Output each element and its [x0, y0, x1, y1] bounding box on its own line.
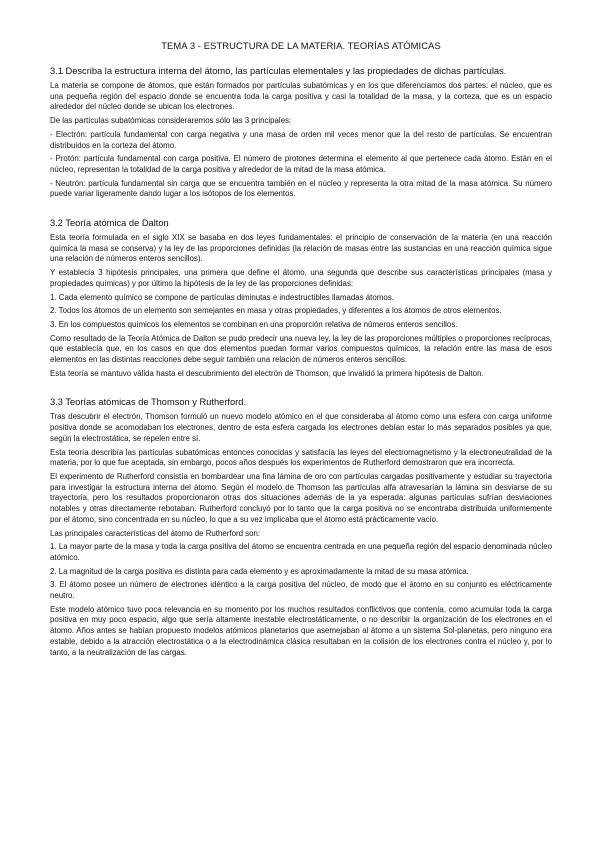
section-heading: 3.3 Teorías atómicas de Thomson y Rutherford.: [50, 397, 247, 408]
paragraph: Como resultado de la Teoría Atómica de Dalton se pudo predecir una nueva ley, la ley de las proporciones múltiples o proporciones recíprocas, que establecía que, en los casos en que dos elementos puedan formar varios compuestos químicos, la relación entre las masa de esos elementos en las distintas reacciones debe seguir también una relación de números enteros sencillos.: [50, 333, 552, 365]
list-item: 3. El átomo posee un número de electrones idéntico a la carga positiva del núcleo, de modo que el átomo en su conjunto es eléctricamente neutro.: [50, 580, 552, 601]
section-3-3: [50, 396, 552, 658]
list-item: 3. En los compuestos químicos los elementos se combinan en una proporción relativa de números enteros sencillos.: [50, 319, 458, 329]
document-body: [50, 40, 552, 661]
paragraph: De las partículas subatómicas consideraremos sólo las 3 principales:: [50, 116, 292, 126]
paragraph: Este modelo atómico tuvo poca relevancia en su momento por los muchos resultados conflictivos que contenía, como acumular toda la carga positiva en muy poco espacio, algo que sería altamente inestable electrostáticamente, o no describir la organización de los electrones en el átomo. Años antes se habían propuesto modelos atómicos planetarios que asemejaban al átomo a un sistema Sol-planetas, pero ninguno era estable, debido a la atracción electrostática o a la electrodinámica clásica resultaban en la colisión de los electrones contra el núcleo y, por lo tanto, a la neutralización de las cargas.: [50, 604, 552, 657]
paragraph: Esta teoría describía las partículas subatómicas entonces conocidas y satisfacía las leyes del electromagnetismo y la electroneutralidad de la materia, por lo que fue aceptada, sin embargo, pocos años después los experimentos de Rutherford demostraron que era incorrecta.: [50, 447, 552, 468]
paragraph: Y establecía 3 hipótesis principales, una primera que define el átomo, una segunda que describe sus características principales (masa y propiedades químicas) y por último la hipótesis de la ley de las proporciones definidas:: [50, 268, 552, 288]
paragraph: Esta teoría formulada en el siglo XIX se basaba en dos leyes fundamentales: el principio de conservación de la materia (en una reacción química la masa se conserva) y la ley de las proporciones definidas (la relación de masas entre las sustancias en una reacción química sigue una relación de números enteros sencillos).: [50, 233, 552, 264]
list-item: - Protón: partícula fundamental con carga positiva. El número de protones determina el elemento al que pertenece cada átomo. Están en el núcleo, representan la totalidad de la carga positiva y alrededor de la mitad de la masa atómica.: [50, 154, 552, 174]
paragraph: La materia se compone de átomos, que están formados por partículas subatómicas y en los que diferenciamos dos partes: el núcleo, que es una pequeña región del espacio donde se encuentra toda la carga positiva y casi la totalidad de la masa, y la corteza, que es un espacio alrededor del núcleo donde se ubican los electrones.: [50, 81, 552, 112]
list-item: - Electrón: partícula fundamental con carga negativa y una masa de orden mil veces menor que la del resto de partículas. Se encuentran distribuidos en la corteza del átomo.: [50, 129, 552, 150]
list-item: 1. Cada elemento químico se compone de partículas diminutas e indestructibles llamadas átomos.: [50, 292, 394, 302]
section-heading: 3.1 Describa la estructura interna del átomo, las partículas elementales y las propiedades de dichas partículas.: [50, 66, 507, 76]
list-item: - Neutrón: partícula fundamental sin carga que se encuentra también en el núcleo y representa la otra mitad de la masa atómica. Su número puede variar ligeramente dando lugar a los isótopos de los elementos.: [50, 178, 552, 199]
list-item: 2. Todos los átomos de un elemento son semejantes en masa y otras propiedades, y diferentes a los átomos de otros elementos.: [50, 306, 502, 316]
section-3-2: [50, 217, 552, 379]
section-3-1: [50, 65, 552, 200]
paragraph: Las principales características del átomo de Rutherford son:: [50, 528, 261, 538]
section-heading: 3.2 Teoría atómica de Dalton: [50, 218, 169, 229]
list-item: 1. La mayor parte de la masa y toda la carga positiva del átomo se encuentra centrada en una pequeña región del espacio denominada núcleo atómico.: [50, 542, 552, 562]
paragraph: Esta teoría se mantuvo válida hasta el descubrimiento del electrón de Thomson, que invalidó la primera hipótesis de Dalton.: [50, 368, 484, 378]
paragraph: El experimento de Rutherford consistía en bombardear una fina lámina de oro con partículas cargadas positivamente y estudiar su trayectoria para investigar la estructura interna del átomo. Según el modelo de Thomson las partículas alfa atravesarían la lámina sin desviarse de su trayectoria, pero los resultados proporcionaron otras dos situaciones además de la ya esperada: algunas partículas sufrían desviaciones notables y otras directamente rebotaban. Rutherford concluyó por lo tanto que la carga positiva no se encontraba distribuida uniformemente por el átomo, sino concentrada en su núcleo, lo que a su vez implicaba que el átomo está prácticamente vacío.: [50, 471, 552, 524]
list-item: 2. La magnitud de la carga positiva es distinta para cada elemento y es aproximadamente la mitad de su masa atómica.: [50, 566, 469, 576]
paragraph: Tras descubrir el electrón, Thomson formuló un nuevo modelo atómico en el que consideraba al átomo como una esfera con carga uniforme positiva donde se acomodaban los electrones, dentro de esta esfera cargada los electrones debían estar lo más separados posibles ya que, según la electrostática, se repelen entre sí.: [50, 412, 552, 443]
document-title: TEMA 3 - ESTRUCTURA DE LA MATERIA. TEORÍAS ATÓMICAS: [161, 40, 441, 51]
